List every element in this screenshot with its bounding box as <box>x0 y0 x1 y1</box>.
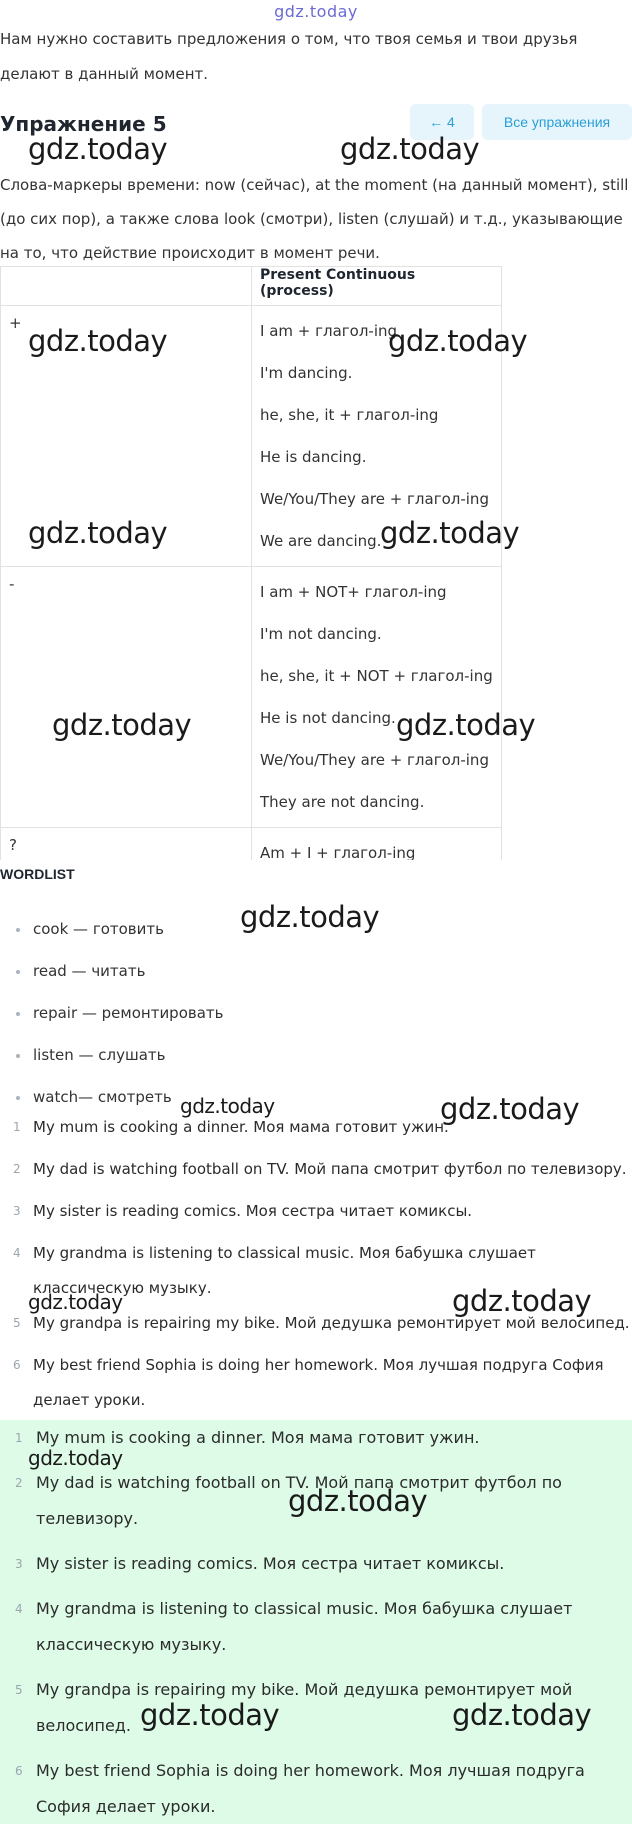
list-item <box>0 1591 632 1663</box>
form-line: We/You/They are + глагол-ing <box>260 490 489 508</box>
item-number: 2 <box>13 1162 21 1176</box>
watermark: gdz.today <box>452 1284 592 1318</box>
list-item: read — читать <box>0 950 632 992</box>
list-item: listen — слушать <box>0 1034 632 1076</box>
watermark: gdz.today <box>28 1446 123 1470</box>
item-number: 1 <box>13 1120 21 1134</box>
item-number: 4 <box>13 1246 21 1260</box>
list-item: watch— смотреть <box>0 1076 632 1118</box>
watermark: gdz.today <box>28 516 168 550</box>
intro-text: Нам нужно составить предложения о том, что твоя семья и твои друзья делают в данный момент. <box>0 30 578 83</box>
form-line: They are not dancing. <box>260 793 425 811</box>
sentence-text: My best friend Sophia is doing her homework. Моя лучшая подруга София делает уроки. <box>33 1356 604 1409</box>
form-line: I'm not dancing. <box>260 625 382 643</box>
form-line: We/You/They are + глагол-ing <box>260 751 489 769</box>
form-line: Am + I + глагол-ing <box>260 844 416 860</box>
form-line: he, she, it + глагол-ing <box>260 406 439 424</box>
table-cell-sign: + <box>1 306 252 567</box>
all-exercises-button[interactable]: Все упражнения <box>482 104 632 140</box>
table-cell-form <box>252 828 502 861</box>
watermark: gdz.today <box>380 516 520 550</box>
watermark: gdz.today <box>28 132 168 166</box>
watermark: gdz.today <box>140 1698 280 1732</box>
list-item <box>0 1110 632 1152</box>
list-item <box>0 1236 632 1306</box>
site-logo[interactable]: gdz.today <box>274 2 358 21</box>
form-line: He is not dancing. <box>260 709 396 727</box>
list-item <box>0 1672 632 1744</box>
sentence-text: My grandpa is repairing my bike. Мой дедушка ремонтирует мой велосипед. <box>33 1314 630 1332</box>
table-row <box>1 828 502 861</box>
watermark: gdz.today <box>452 1698 592 1732</box>
table-header-row <box>1 267 502 306</box>
form-line: I'm dancing. <box>260 364 353 382</box>
item-number: 2 <box>15 1476 23 1490</box>
table-cell-form <box>252 306 502 567</box>
answer-text: My mum is cooking a dinner. Моя мама готовит ужин. <box>36 1428 480 1447</box>
list-item <box>0 1465 632 1537</box>
sentence-text: My sister is reading comics. Моя сестра читает комиксы. <box>33 1202 473 1220</box>
list-item <box>0 1152 632 1194</box>
grammar-table <box>0 266 502 860</box>
answer-text: My dad is watching football on TV. Мой папа смотрит футбол по телевизору. <box>36 1473 562 1528</box>
answer-list <box>0 1420 632 1834</box>
answer-text: My grandpa is repairing my bike. Мой дедушка ремонтирует мой велосипед. <box>36 1680 573 1735</box>
prev-exercise-button[interactable] <box>410 104 474 140</box>
form-line: I am + NOT+ глагол-ing <box>260 583 447 601</box>
list-item <box>0 1546 632 1582</box>
item-number: 6 <box>15 1764 23 1778</box>
exercise-title: Упражнение 5 <box>0 112 167 136</box>
table-row <box>1 567 502 828</box>
watermark: gdz.today <box>396 708 536 742</box>
form-line: He is dancing. <box>260 448 367 466</box>
watermark: gdz.today <box>28 1290 123 1314</box>
sentence-text: My dad is watching football on TV. Мой папа смотрит футбол по телевизору. <box>33 1160 627 1178</box>
table-header-sign <box>1 267 252 306</box>
item-number: 5 <box>15 1683 23 1697</box>
answer-text: My grandma is listening to classical music. Моя бабушка слушает классическую музыку. <box>36 1599 573 1654</box>
item-number: 4 <box>15 1602 23 1616</box>
form-line: he, she, it + NOT + глагол-ing <box>260 667 493 685</box>
table-row <box>1 306 502 567</box>
watermark: gdz.today <box>388 324 528 358</box>
item-number: 5 <box>13 1316 21 1330</box>
watermark: gdz.today <box>28 324 168 358</box>
list-item: repair — ремонтировать <box>0 992 632 1034</box>
form-line: I am + глагол-ing <box>260 322 398 340</box>
answer-text: My best friend Sophia is doing her homework. Моя лучшая подруга София делает уроки. <box>36 1761 585 1816</box>
watermark: gdz.today <box>52 708 192 742</box>
list-item <box>0 1306 632 1348</box>
list-item <box>0 1348 632 1418</box>
table-header-form: Present Continuous (process) <box>252 267 502 306</box>
watermark: gdz.today <box>240 900 380 934</box>
watermark: gdz.today <box>340 132 480 166</box>
list-item: cook — готовить <box>0 908 632 950</box>
exercise-header <box>0 104 632 144</box>
time-markers-text: Слова-маркеры времени: now (сейчас), at the moment (на данный момент), still (до сих пор), а также слова look (смотри), listen (слушай) и т.д., указывающие на то, что действие происходит в момент речи. <box>0 176 629 262</box>
table-cell-sign: - <box>1 567 252 828</box>
list-item <box>0 1194 632 1236</box>
item-number: 1 <box>15 1431 23 1445</box>
arrow-left-icon: ← <box>429 114 444 130</box>
item-number: 3 <box>15 1557 23 1571</box>
prev-exercise-label: 4 <box>447 114 455 130</box>
answer-text: My sister is reading comics. Моя сестра читает комиксы. <box>36 1554 505 1573</box>
item-number: 3 <box>13 1204 21 1218</box>
wordlist <box>0 908 632 1118</box>
table-cell-form <box>252 567 502 828</box>
list-item <box>0 1420 632 1456</box>
table-cell-sign: ? <box>1 828 252 861</box>
list-item <box>0 1753 632 1825</box>
watermark: gdz.today <box>440 1092 580 1126</box>
watermark: gdz.today <box>180 1094 275 1118</box>
sentence-text: My mum is cooking a dinner. Моя мама готовит ужин. <box>33 1118 449 1136</box>
sentence-text: My grandma is listening to classical music. Моя бабушка слушает классическую музыку. <box>33 1244 536 1297</box>
sentence-list <box>0 1110 632 1418</box>
form-line: We are dancing. <box>260 532 382 550</box>
watermark: gdz.today <box>288 1484 428 1518</box>
wordlist-title: WORDLIST <box>0 866 75 882</box>
item-number: 6 <box>13 1358 21 1372</box>
